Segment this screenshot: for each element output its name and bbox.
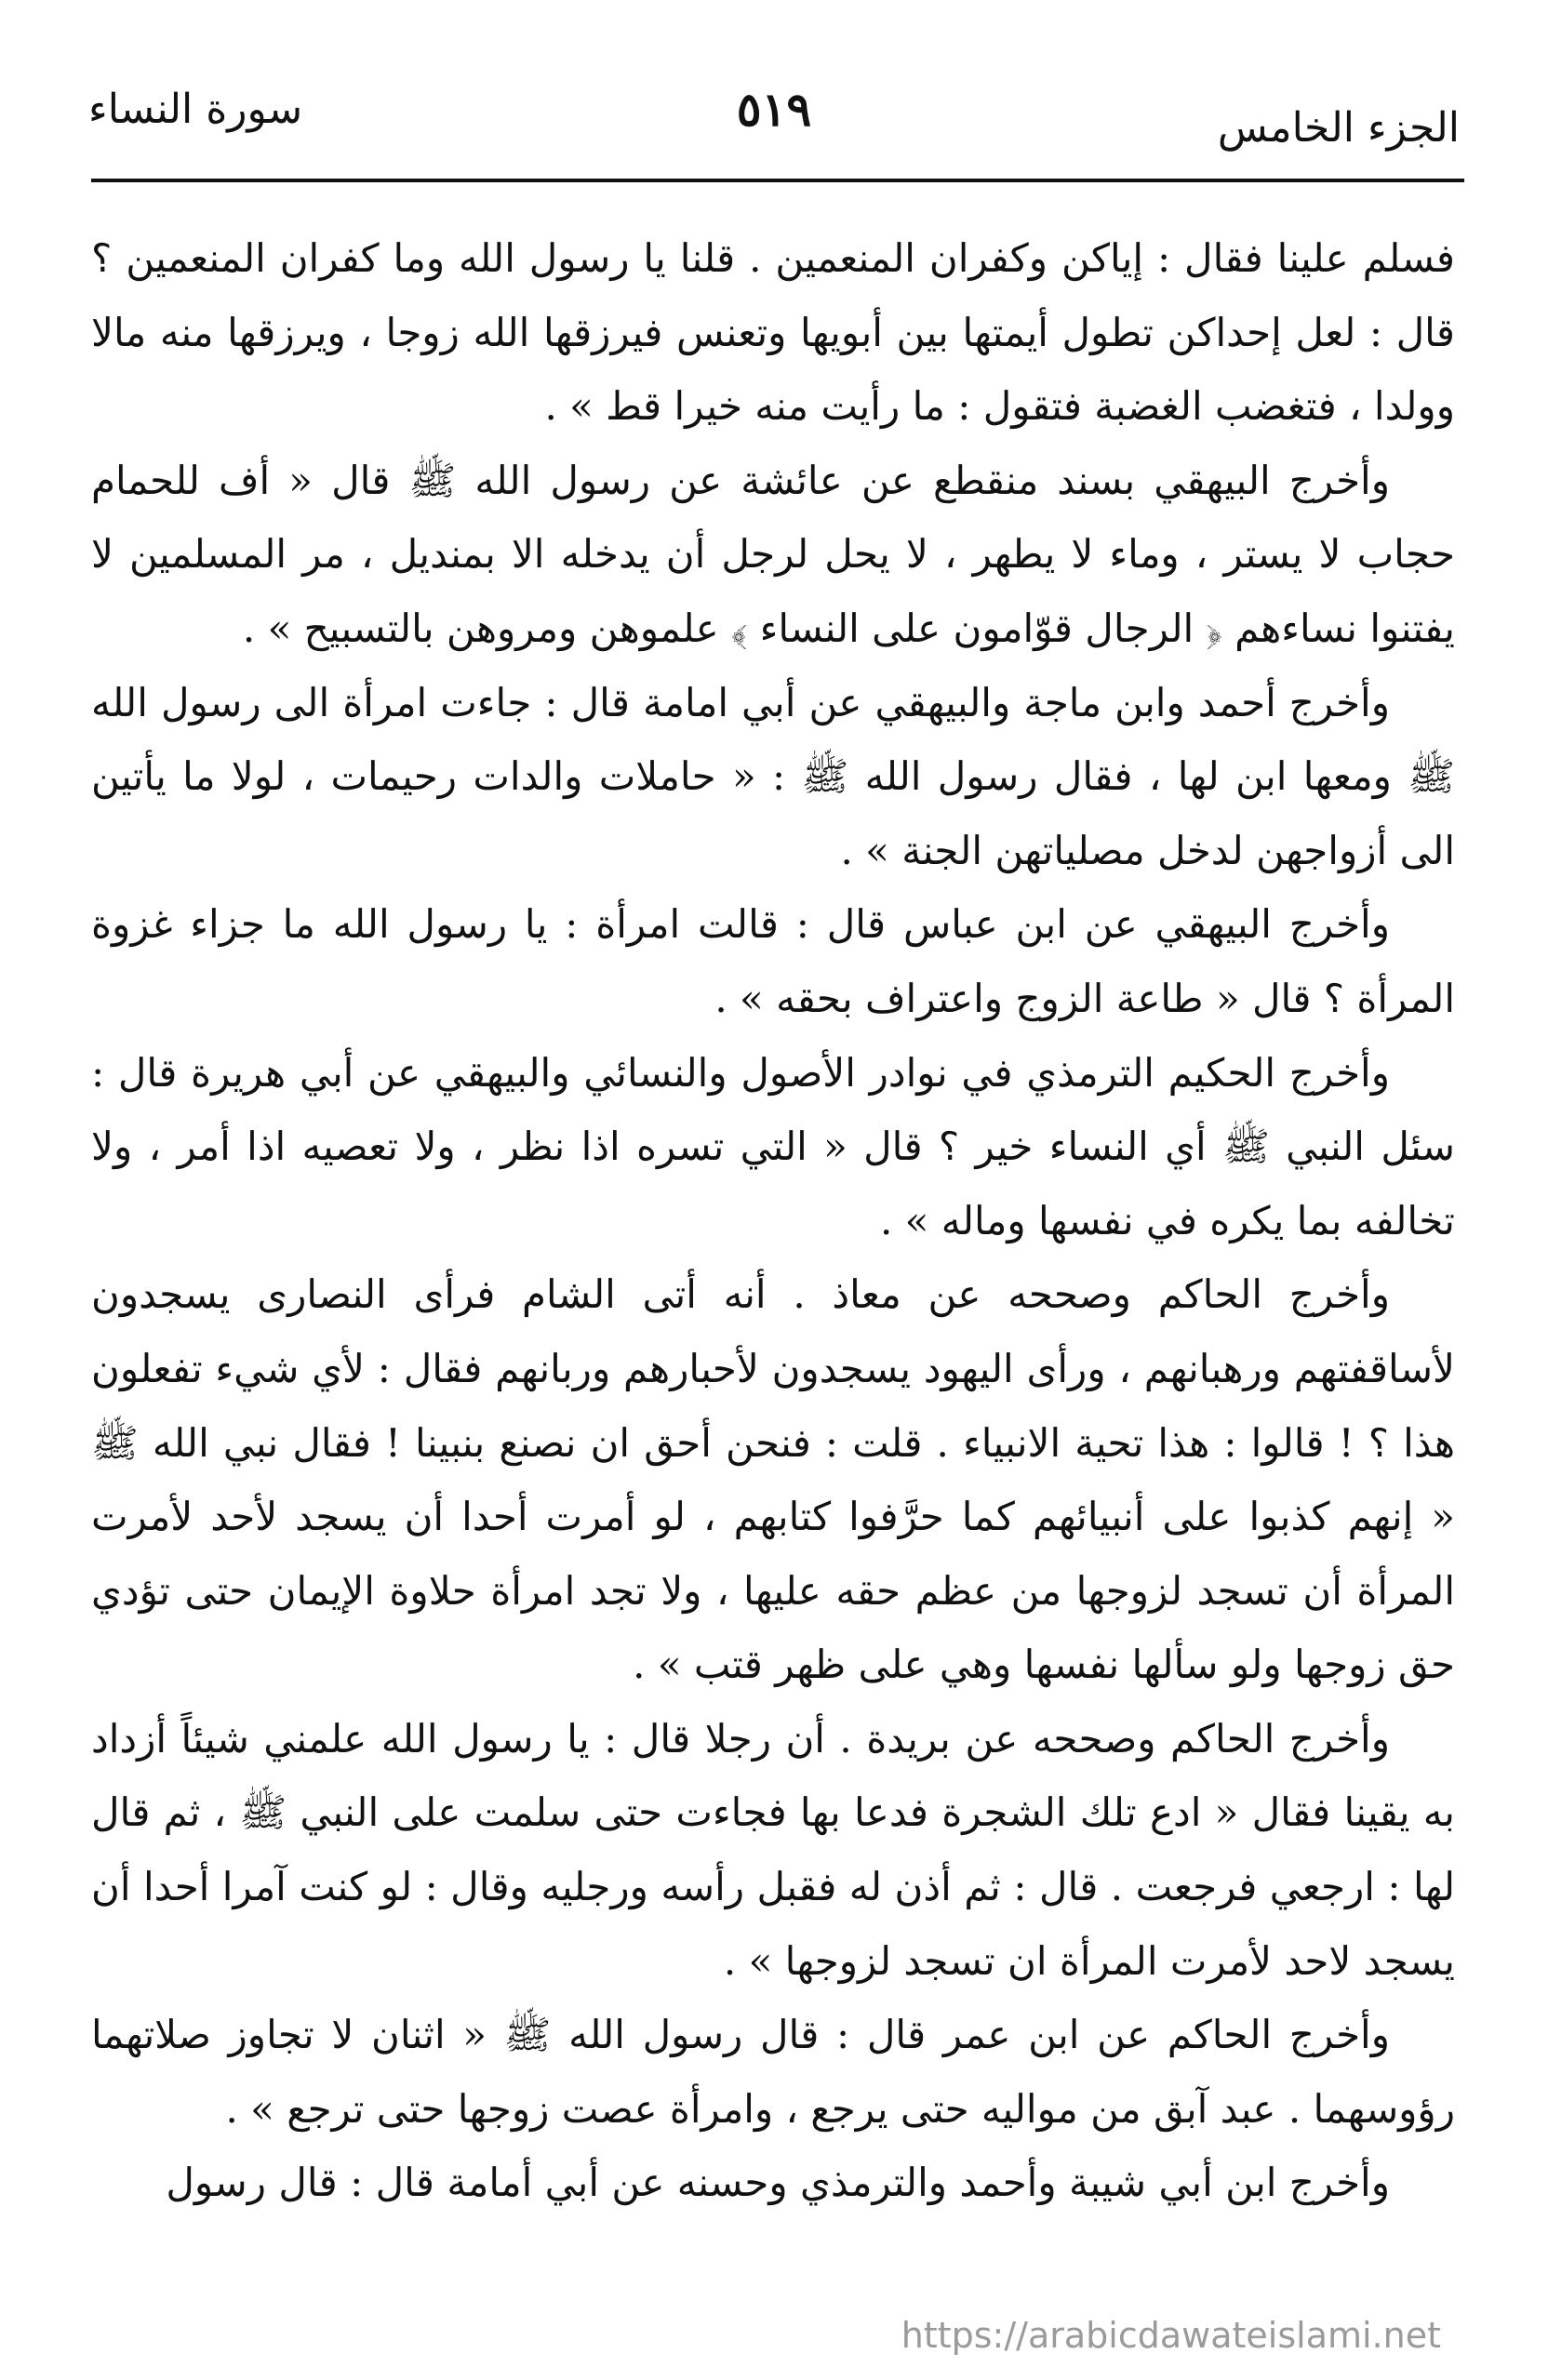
paragraph: وأخرج ابن أبي شيبة وأحمد والترمذي وحسنه عن أبي أمامة قال : قال رسول bbox=[166, 2160, 1390, 2206]
surah-title: سورة النساء bbox=[88, 86, 303, 133]
paragraph: وأخرج البيهقي بسند منقطع عن عائشة عن رسول الله ﷺ قال « أف للحمام حجاب لا يستر ، وماء لا يطهر ، لا يحل لرجل أن يدخله الا بمنديل ، مر المسلمين لا يفتنوا نساءهم ﴿ الرجال قوّامون على النساء ﴾ علموهن ومروهن بالتسبيح » . bbox=[91, 457, 1455, 651]
paragraph: وأخرج الحاكم عن ابن عمر قال : قال رسول الله ﷺ « اثنان لا تجاوز صلاتهما رؤوسهما . عبد آبق من مواليه حتى يرجع ، وامرأة عصت زوجها حتى ترجع » . bbox=[91, 2012, 1455, 2132]
watermark-url: https://arabicdawateislami.net bbox=[901, 2315, 1441, 2356]
header-rule bbox=[91, 179, 1464, 182]
paragraph: وأخرج الحاكم وصححه عن بريدة . أن رجلا قال : يا رسول الله علمني شيئاً أزداد به يقينا فقال « ادع تلك الشجرة فدعا بها فجاءت حتى سلمت على النبي ﷺ ، ثم قال لها : ارجعي فرجعت . قال : ثم أذن له فقبل رأسه ورجليه وقال : لو كنت آمرا أحدا أن يسجد لاحد لأمرت المرأة ان تسجد لزوجها » . bbox=[91, 1715, 1455, 1984]
page-number: ٥١٩ bbox=[736, 82, 812, 137]
page-body bbox=[91, 221, 1455, 2220]
paragraph: وأخرج البيهقي عن ابن عباس قال : قالت امرأة : يا رسول الله ما جزاء غزوة المرأة ؟ قال « طاعة الزوج واعتراف بحقه » . bbox=[91, 901, 1455, 1021]
paragraph: وأخرج الحاكم وصححه عن معاذ . أنه أتى الشام فرأى النصارى يسجدون لأساقفتهم ورهبانهم ، ورأى اليهود يسجدون لأحبارهم وربانهم فقال : لأي شيء تفعلون هذا ؟ ! قالوا : هذا تحية الانبياء . قلت : فنحن أحق ان نصنع بنبينا ! فقال نبي الله ﷺ « إنهم كذبوا على أنبيائهم كما حرَّفوا كتابهم ، لو أمرت أحدا أن يسجد لأحد لأمرت المرأة أن تسجد لزوجها من عظم حقه عليها ، ولا تجد امرأة حلاوة الإيمان حتى تؤدي حق زوجها ولو سألها نفسها وهي على ظهر قتب » . bbox=[91, 1271, 1455, 1688]
paragraph: فسلم علينا فقال : إياكن وكفران المنعمين . قلنا يا رسول الله وما كفران المنعمين ؟ قال : لعل إحداكن تطول أيمتها بين أبويها وتعنس فيرزقها الله زوجا ، ويرزقها منه مالا وولدا ، فتغضب الغضبة فتقول : ما رأيت منه خيرا قط » . bbox=[91, 235, 1455, 430]
part-title: الجزء الخامس bbox=[1217, 104, 1460, 152]
paragraph: وأخرج أحمد وابن ماجة والبيهقي عن أبي امامة قال : جاءت امرأة الى رسول الله ﷺ ومعها ابن لها ، فقال رسول الله ﷺ : « حاملات والدات رحيمات ، لولا ما يأتين الى أزواجهن لدخل مصلياتهن الجنة » . bbox=[91, 679, 1455, 873]
page-header bbox=[88, 73, 1460, 175]
paragraph: وأخرج الحكيم الترمذي في نوادر الأصول والنسائي والبيهقي عن أبي هريرة قال : سئل النبي ﷺ أي النساء خير ؟ قال « التي تسره اذا نظر ، ولا تعصيه اذا أمر ، ولا تخالفه بما يكره في نفسها وماله » . bbox=[91, 1049, 1455, 1243]
